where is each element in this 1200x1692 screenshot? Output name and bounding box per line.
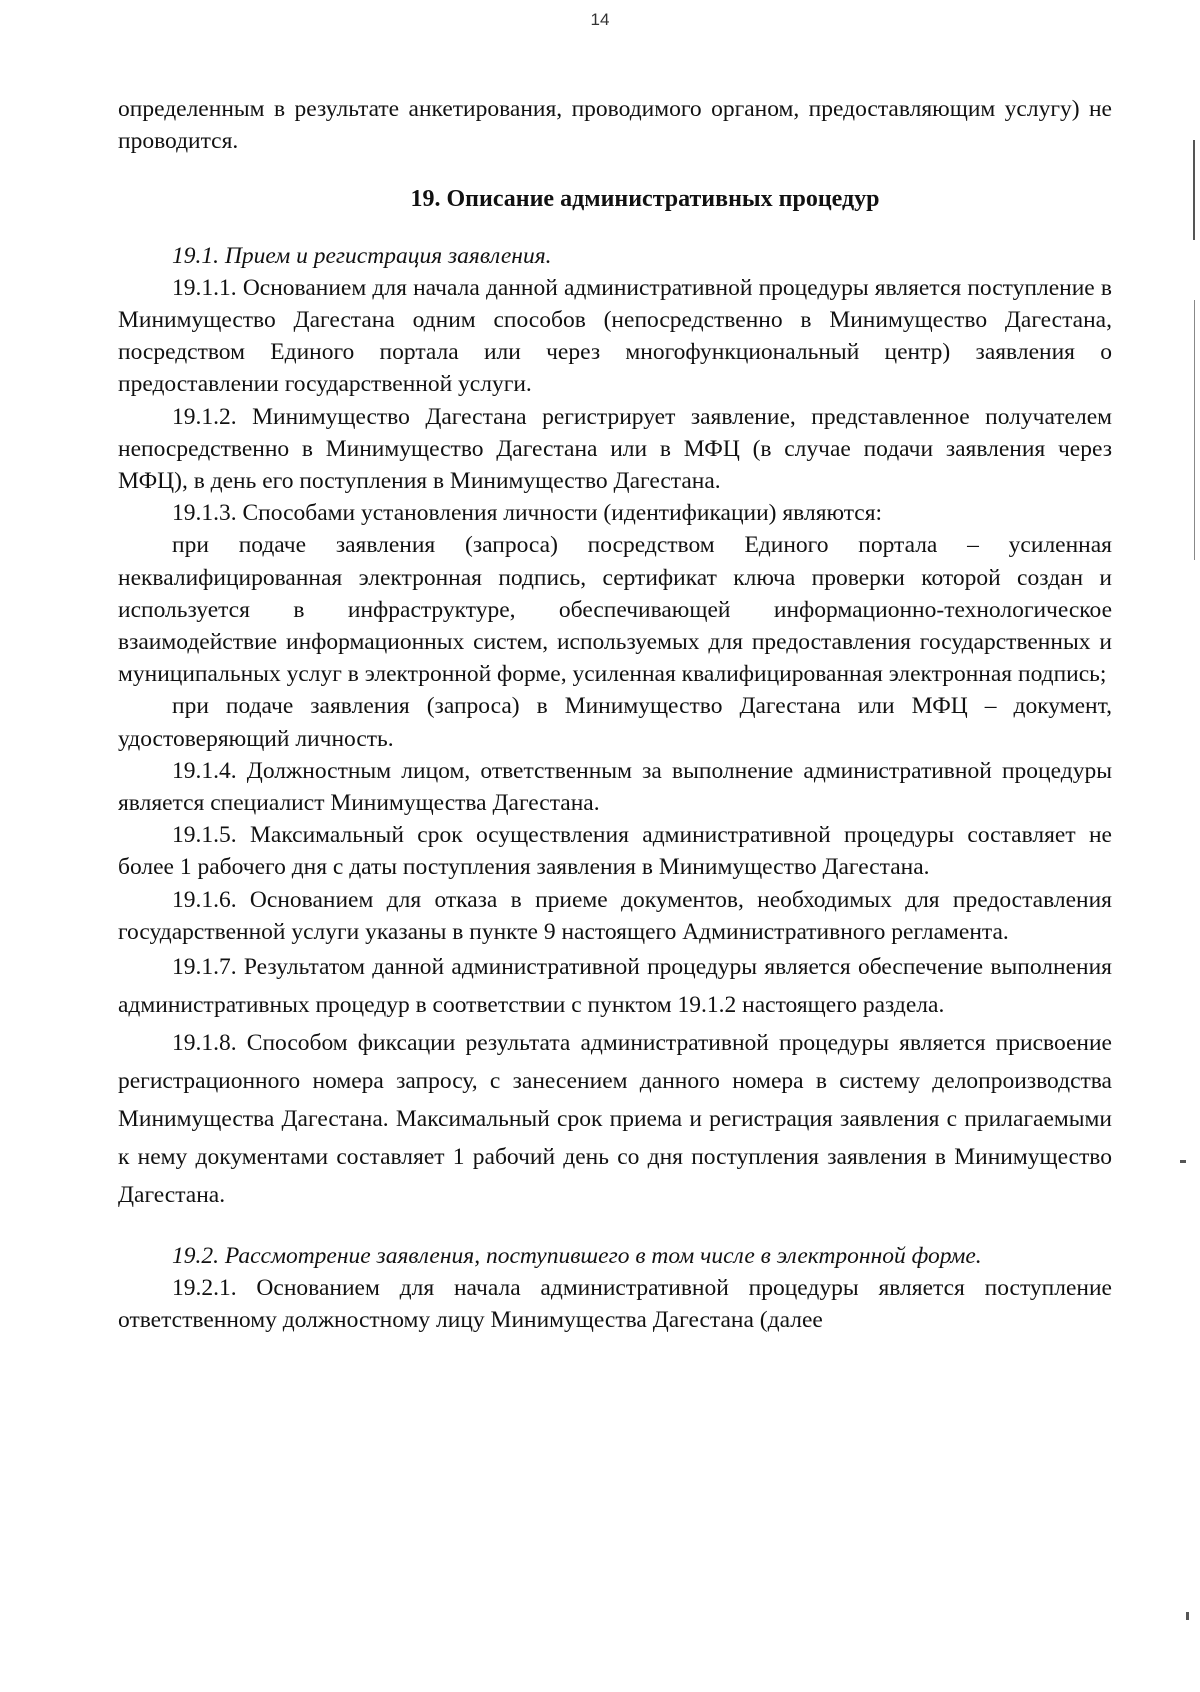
- paragraph-19-2-1: 19.2.1. Основанием для начала административной процедуры является поступление ответственному должностному лицу Минимущества Дагестана (далее: [118, 1275, 1112, 1334]
- paragraph-19-1-2: 19.1.2. Минимущество Дагестана регистрирует заявление, представленное получателем непосредственно в Минимущество Дагестана или в МФЦ (в случае подачи заявления через МФЦ), в день его поступления в Минимущество Дагестана.: [118, 403, 1112, 495]
- paragraph-19-1-7: 19.1.7. Результатом данной административной процедуры является обеспечение выполнения административных процедур в соответствии с пунктом 19.1.2 настоящего раздела.: [118, 954, 1112, 1019]
- scan-margin-line: [1193, 140, 1195, 240]
- paragraph-19-1-8: 19.1.8. Способом фиксации результата административной процедуры является присвоение регистрационного номера запросу, с занесением данного номера в систему делопроизводства Минимущества Дагестана. Максимальный срок приема и регистрация заявления с прилагаемыми к нему документами составляет 1 рабочий день со дня поступления заявления в Минимущество Дагестана.: [118, 1030, 1112, 1209]
- paragraph-19-1-3-b: при подаче заявления (запроса) в Минимущество Дагестана или МФЦ – документ, удостоверяющий личность.: [118, 693, 1112, 752]
- scan-speck: [1180, 1160, 1186, 1163]
- paragraph-19-1-3: 19.1.3. Способами установления личности (идентификации) являются:: [172, 500, 883, 527]
- document-body: [118, 93, 1112, 1337]
- paragraph-19-1-4: 19.1.4. Должностным лицом, ответственным за выполнение административной процедуры является специалист Минимущества Дагестана.: [118, 757, 1112, 817]
- page-number: 14: [590, 10, 610, 29]
- scan-margin-line: [1194, 300, 1195, 560]
- paragraph-19-1-5: 19.1.5. Максимальный срок осуществления административной процедуры составляет не более 1 рабочего дня с даты поступления заявления в Минимущество Дагестана.: [118, 822, 1112, 881]
- subsection-title-19-2: 19.2. Рассмотрение заявления, поступившего в том числе в электронной форме.: [172, 1243, 982, 1270]
- paragraph-19-1-1: 19.1.1. Основанием для начала данной административной процедуры является поступление в Минимущество Дагестана одним способов (непосредственно в Минимущество Дагестана, посредством Единого портала или через многофункциональный центр) заявления о предоставлении государственной услуги.: [118, 274, 1112, 398]
- section-heading: 19. Описание административных процедур: [410, 186, 880, 213]
- subsection-title-19-1: 19.1. Прием и регистрация заявления.: [172, 242, 552, 269]
- intro-paragraph: определенным в результате анкетирования, проводимого органом, предоставляющим услугу) не проводится.: [118, 96, 1112, 155]
- paragraph-19-1-3-a: при подаче заявления (запроса) посредством Единого портала – усиленная неквалифицированная электронная подпись, сертификат ключа проверки которой создан и используется в инфраструктуре, обеспечивающей информационно-технологическое взаимодействие информационных систем, используемых для предоставления государственных и муниципальных услуг в электронной форме, усиленная квалифицированная электронная подпись;: [118, 532, 1112, 688]
- paragraph-19-1-6: 19.1.6. Основанием для отказа в приеме документов, необходимых для предоставления государственной услуги указаны в пункте 9 настоящего Административного регламента.: [118, 886, 1112, 945]
- scan-speck: [1186, 1612, 1189, 1620]
